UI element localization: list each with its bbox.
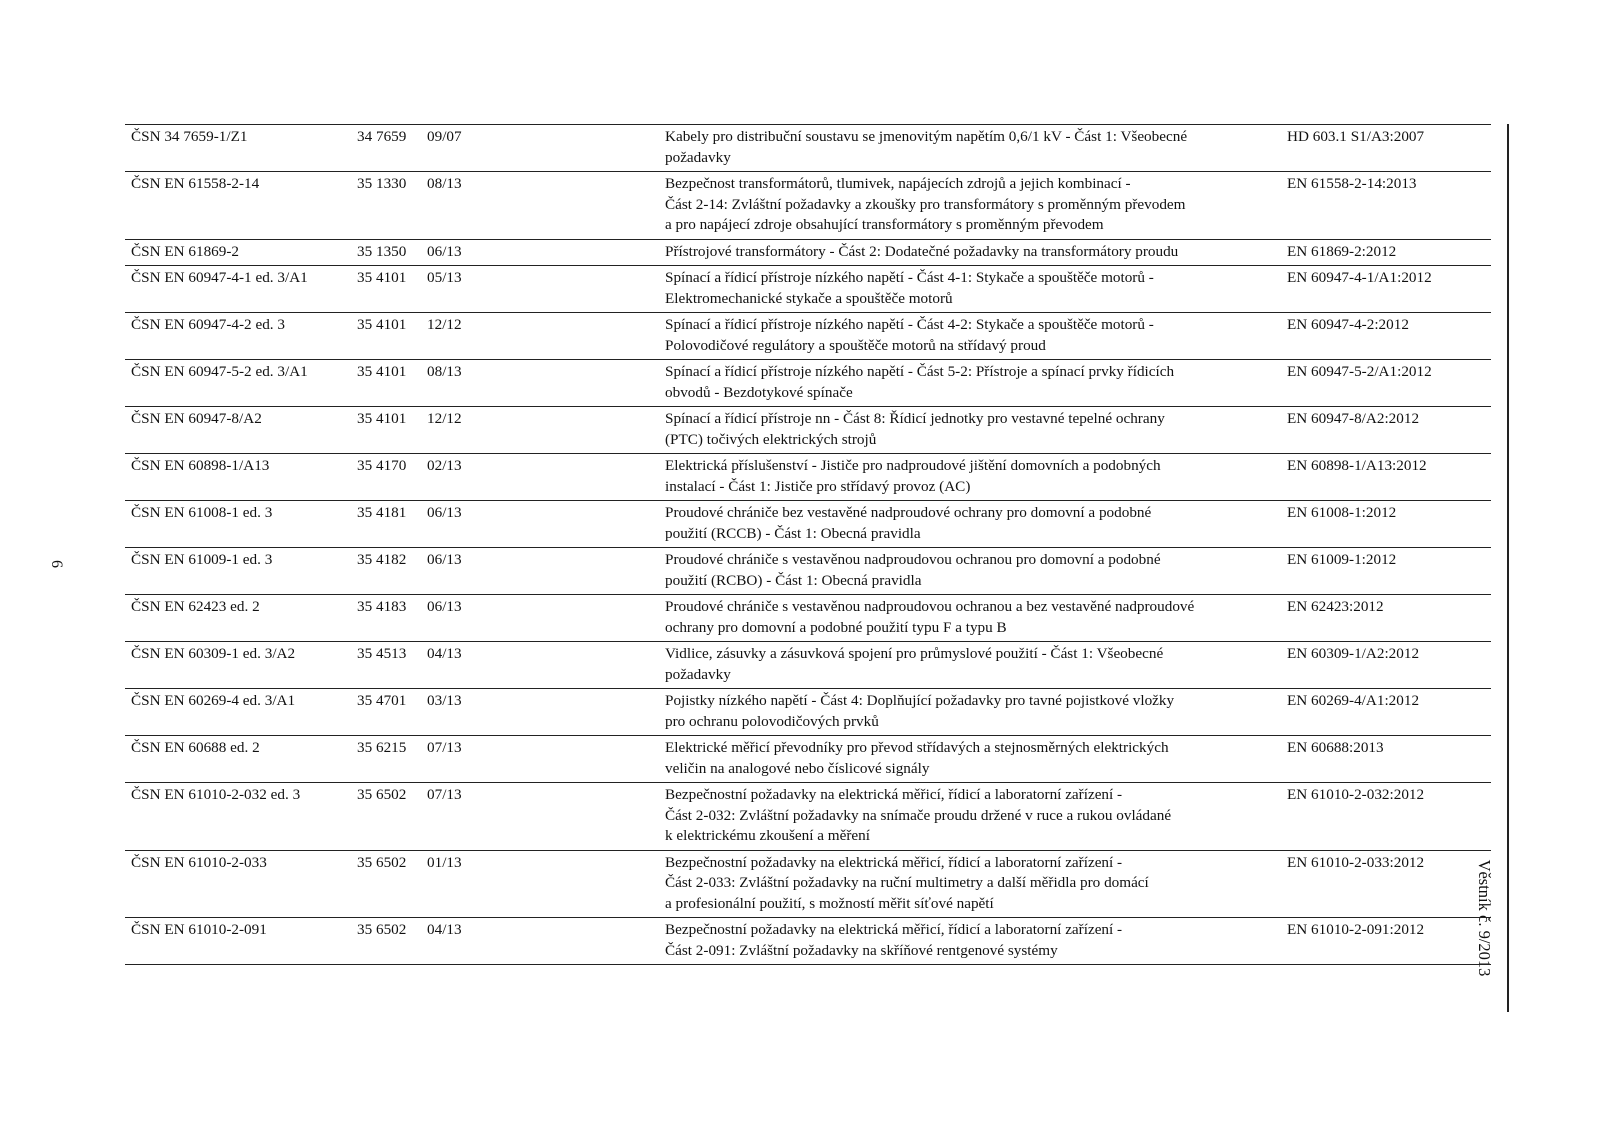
margin-rule <box>1507 124 1509 1012</box>
table-row <box>125 125 1491 172</box>
title-line: Polovodičové regulátory a spouštěče motorů na střídavý proud <box>665 336 1046 354</box>
title-line: (PTC) točivých elektrických strojů <box>665 430 877 448</box>
standard-code: ČSN EN 60947-5-2 ed. 3/A1 <box>131 363 308 380</box>
table-row <box>125 407 1491 454</box>
title-line: a pro napájecí zdroje obsahující transformátory s proměnným převodem <box>665 216 1104 233</box>
table-row <box>125 313 1491 360</box>
standard-code: ČSN EN 60269-4 ed. 3/A1 <box>131 692 296 709</box>
table-row <box>125 642 1491 689</box>
classification-number: 35 4101 <box>357 316 407 333</box>
title-line: použití (RCCB) - Část 1: Obecná pravidla <box>665 524 921 542</box>
standard-title <box>665 407 1287 454</box>
standard-code: ČSN EN 60688 ed. 2 <box>131 739 260 756</box>
title-line: použití (RCBO) - Část 1: Obecná pravidla <box>665 571 922 589</box>
equivalent-standard: EN 60898-1/A13:2012 <box>1287 457 1427 474</box>
title-line: instalací - Část 1: Jističe pro střídavý provoz (AC) <box>665 477 971 495</box>
equivalent-standard: EN 61010-2-033:2012 <box>1287 853 1425 871</box>
standard-title <box>665 501 1287 548</box>
issue-date: 08/13 <box>427 363 462 380</box>
title-line: Spínací a řídicí přístroje nízkého napětí - Část 4-1: Stykače a spouštěče motorů - <box>665 269 1154 286</box>
issue-date: 06/13 <box>427 551 462 568</box>
standard-title <box>665 313 1287 360</box>
journal-title: Věstník č. 9/2013 <box>1475 859 1494 977</box>
issue-date: 12/12 <box>427 410 462 427</box>
equivalent-standard: EN 60947-5-2/A1:2012 <box>1287 363 1432 380</box>
standard-code: ČSN EN 61008-1 ed. 3 <box>131 504 273 521</box>
standard-title <box>665 642 1287 689</box>
issue-date: 01/13 <box>427 853 462 871</box>
classification-number: 35 4181 <box>357 504 407 521</box>
classification-number: 35 6502 <box>357 921 407 938</box>
issue-date: 02/13 <box>427 457 462 474</box>
classification-number: 35 4513 <box>357 645 407 662</box>
standard-code: ČSN EN 61010-2-033 <box>131 853 267 871</box>
classification-number: 35 4101 <box>357 269 407 286</box>
table-row <box>125 454 1491 501</box>
table-row <box>125 501 1491 548</box>
title-line: pro ochranu polovodičových prvků <box>665 712 879 730</box>
issue-date: 03/13 <box>427 692 462 709</box>
page-number: 6 <box>48 560 65 568</box>
table-row <box>125 783 1491 851</box>
title-line: Část 2-033: Zvláštní požadavky na ruční multimetry a další měřidla pro domácí <box>665 874 1149 891</box>
table-row <box>125 266 1491 313</box>
title-line: Kabely pro distribuční soustavu se jmenovitým napětím 0,6/1 kV - Část 1: Všeobecné <box>665 128 1188 145</box>
classification-number: 35 6215 <box>357 739 407 756</box>
equivalent-standard: EN 60688:2013 <box>1287 739 1384 756</box>
standard-code: ČSN EN 60898-1/A13 <box>131 457 270 474</box>
title-line: požadavky <box>665 665 731 683</box>
issue-date: 05/13 <box>427 269 462 286</box>
title-line: Část 2-14: Zvláštní požadavky a zkoušky pro transformátory s proměnným převodem <box>665 195 1186 213</box>
classification-number: 35 6502 <box>357 853 407 871</box>
title-line: Elektromechanické stykače a spouštěče motorů <box>665 289 953 307</box>
table-row <box>125 689 1491 736</box>
classification-number: 35 1350 <box>357 242 407 260</box>
classification-number: 35 1330 <box>357 175 407 192</box>
issue-date: 07/13 <box>427 739 462 756</box>
title-line: Část 2-091: Zvláštní požadavky na skříňové rentgenové systémy <box>665 941 1058 959</box>
issue-date: 04/13 <box>427 645 462 662</box>
issue-date: 12/12 <box>427 316 462 333</box>
standard-code: ČSN EN 61869-2 <box>131 242 240 260</box>
equivalent-standard: HD 603.1 S1/A3:2007 <box>1287 128 1425 145</box>
title-line: Bezpečnostní požadavky na elektrická měřicí, řídicí a laboratorní zařízení - <box>665 786 1123 803</box>
title-line: Vidlice, zásuvky a zásuvková spojení pro průmyslové použití - Část 1: Všeobecné <box>665 645 1164 662</box>
equivalent-standard: EN 61869-2:2012 <box>1287 242 1397 260</box>
equivalent-standard: EN 61008-1:2012 <box>1287 504 1397 521</box>
equivalent-standard: EN 60947-8/A2:2012 <box>1287 410 1420 427</box>
issue-date: 04/13 <box>427 921 462 938</box>
title-line: Proudové chrániče s vestavěnou nadproudovou ochranou pro domovní a podobné <box>665 551 1161 568</box>
standard-title <box>665 850 1287 918</box>
title-line: Proudové chrániče bez vestavěné nadproudové ochrany pro domovní a podobné <box>665 504 1152 521</box>
title-line: k elektrickému zkoušení a měření <box>665 827 870 844</box>
standard-code: ČSN EN 60947-8/A2 <box>131 410 262 427</box>
classification-number: 35 4701 <box>357 692 407 709</box>
equivalent-standard: EN 60309-1/A2:2012 <box>1287 645 1420 662</box>
standard-title <box>665 266 1287 313</box>
table-row <box>125 548 1491 595</box>
issue-date: 06/13 <box>427 242 462 260</box>
classification-number: 35 4183 <box>357 598 407 615</box>
table-row <box>125 850 1491 918</box>
equivalent-standard: EN 60947-4-2:2012 <box>1287 316 1409 333</box>
title-line: Spínací a řídicí přístroje nízkého napětí - Část 4-2: Stykače a spouštěče motorů - <box>665 316 1154 333</box>
standard-title <box>665 239 1287 266</box>
table-row <box>125 918 1491 965</box>
standard-title <box>665 172 1287 240</box>
issue-date: 08/13 <box>427 175 462 192</box>
title-line: Spínací a řídicí přístroje nízkého napětí - Část 5-2: Přístroje a spínací prvky řídicích <box>665 363 1175 380</box>
title-line: Proudové chrániče s vestavěnou nadproudovou ochranou a bez vestavěné nadproudové <box>665 598 1195 615</box>
classification-number: 35 4170 <box>357 457 407 474</box>
table-row <box>125 239 1491 266</box>
equivalent-standard: EN 61009-1:2012 <box>1287 551 1397 568</box>
classification-number: 34 7659 <box>357 128 407 145</box>
title-line: Elektrická příslušenství - Jističe pro nadproudové jištění domovních a podobných <box>665 457 1161 474</box>
equivalent-standard: EN 61010-2-032:2012 <box>1287 786 1425 803</box>
standard-title <box>665 125 1287 172</box>
standard-code: ČSN EN 60947-4-2 ed. 3 <box>131 316 285 333</box>
standard-title <box>665 736 1287 783</box>
standard-code: ČSN EN 61010-2-091 <box>131 921 267 938</box>
equivalent-standard: EN 61010-2-091:2012 <box>1287 921 1425 938</box>
table-row <box>125 736 1491 783</box>
issue-date: 06/13 <box>427 598 462 615</box>
title-line: ochrany pro domovní a podobné použití typu F a typu B <box>665 618 1007 636</box>
equivalent-standard: EN 61558-2-14:2013 <box>1287 175 1417 192</box>
classification-number: 35 4182 <box>357 551 407 568</box>
title-line: požadavky <box>665 148 731 166</box>
standard-code: ČSN EN 60309-1 ed. 3/A2 <box>131 645 296 662</box>
standard-code: ČSN EN 60947-4-1 ed. 3/A1 <box>131 269 308 286</box>
title-line: Elektrické měřicí převodníky pro převod střídavých a stejnosměrných elektrických <box>665 739 1169 756</box>
issue-date: 06/13 <box>427 504 462 521</box>
standard-code: ČSN EN 61009-1 ed. 3 <box>131 551 273 568</box>
title-line: Bezpečnostní požadavky na elektrická měřicí, řídicí a laboratorní zařízení - <box>665 853 1123 871</box>
classification-number: 35 4101 <box>357 363 407 380</box>
standard-title <box>665 548 1287 595</box>
issue-date: 09/07 <box>427 128 462 145</box>
title-line: Přístrojové transformátory - Část 2: Dodatečné požadavky na transformátory proudu <box>665 242 1179 260</box>
table-row <box>125 360 1491 407</box>
standard-code: ČSN EN 62423 ed. 2 <box>131 598 260 615</box>
standard-title <box>665 360 1287 407</box>
equivalent-standard: EN 60947-4-1/A1:2012 <box>1287 269 1432 286</box>
standard-title <box>665 689 1287 736</box>
equivalent-standard: EN 60269-4/A1:2012 <box>1287 692 1420 709</box>
title-line: Pojistky nízkého napětí - Část 4: Doplňující požadavky pro tavné pojistkové vložky <box>665 692 1175 709</box>
title-line: Bezpečnost transformátorů, tlumivek, napájecích zdrojů a jejich kombinací - <box>665 175 1131 192</box>
standard-title <box>665 918 1287 965</box>
standard-code: ČSN EN 61010-2-032 ed. 3 <box>131 786 301 803</box>
title-line: Bezpečnostní požadavky na elektrická měřicí, řídicí a laboratorní zařízení - <box>665 921 1123 938</box>
table-row <box>125 595 1491 642</box>
standard-code: ČSN 34 7659-1/Z1 <box>131 128 248 145</box>
title-line: veličin na analogové nebo číslicové signály <box>665 759 930 777</box>
standard-code: ČSN EN 61558-2-14 <box>131 175 260 192</box>
standard-title <box>665 595 1287 642</box>
standard-title <box>665 454 1287 501</box>
classification-number: 35 6502 <box>357 786 407 803</box>
title-line: Spínací a řídicí přístroje nn - Část 8: Řídicí jednotky pro vestavné tepelné ochrany <box>665 410 1165 427</box>
table-row <box>125 172 1491 240</box>
title-line: Část 2-032: Zvláštní požadavky na snímače proudu držené v ruce a rukou ovládané <box>665 806 1172 824</box>
classification-number: 35 4101 <box>357 410 407 427</box>
title-line: obvodů - Bezdotykové spínače <box>665 383 853 401</box>
standards-table <box>125 124 1491 965</box>
standard-title <box>665 783 1287 851</box>
standards-table-body <box>125 125 1491 965</box>
issue-date: 07/13 <box>427 786 462 803</box>
equivalent-standard: EN 62423:2012 <box>1287 598 1384 615</box>
title-line: a profesionální použití, s možností měřit síťové napětí <box>665 894 994 912</box>
